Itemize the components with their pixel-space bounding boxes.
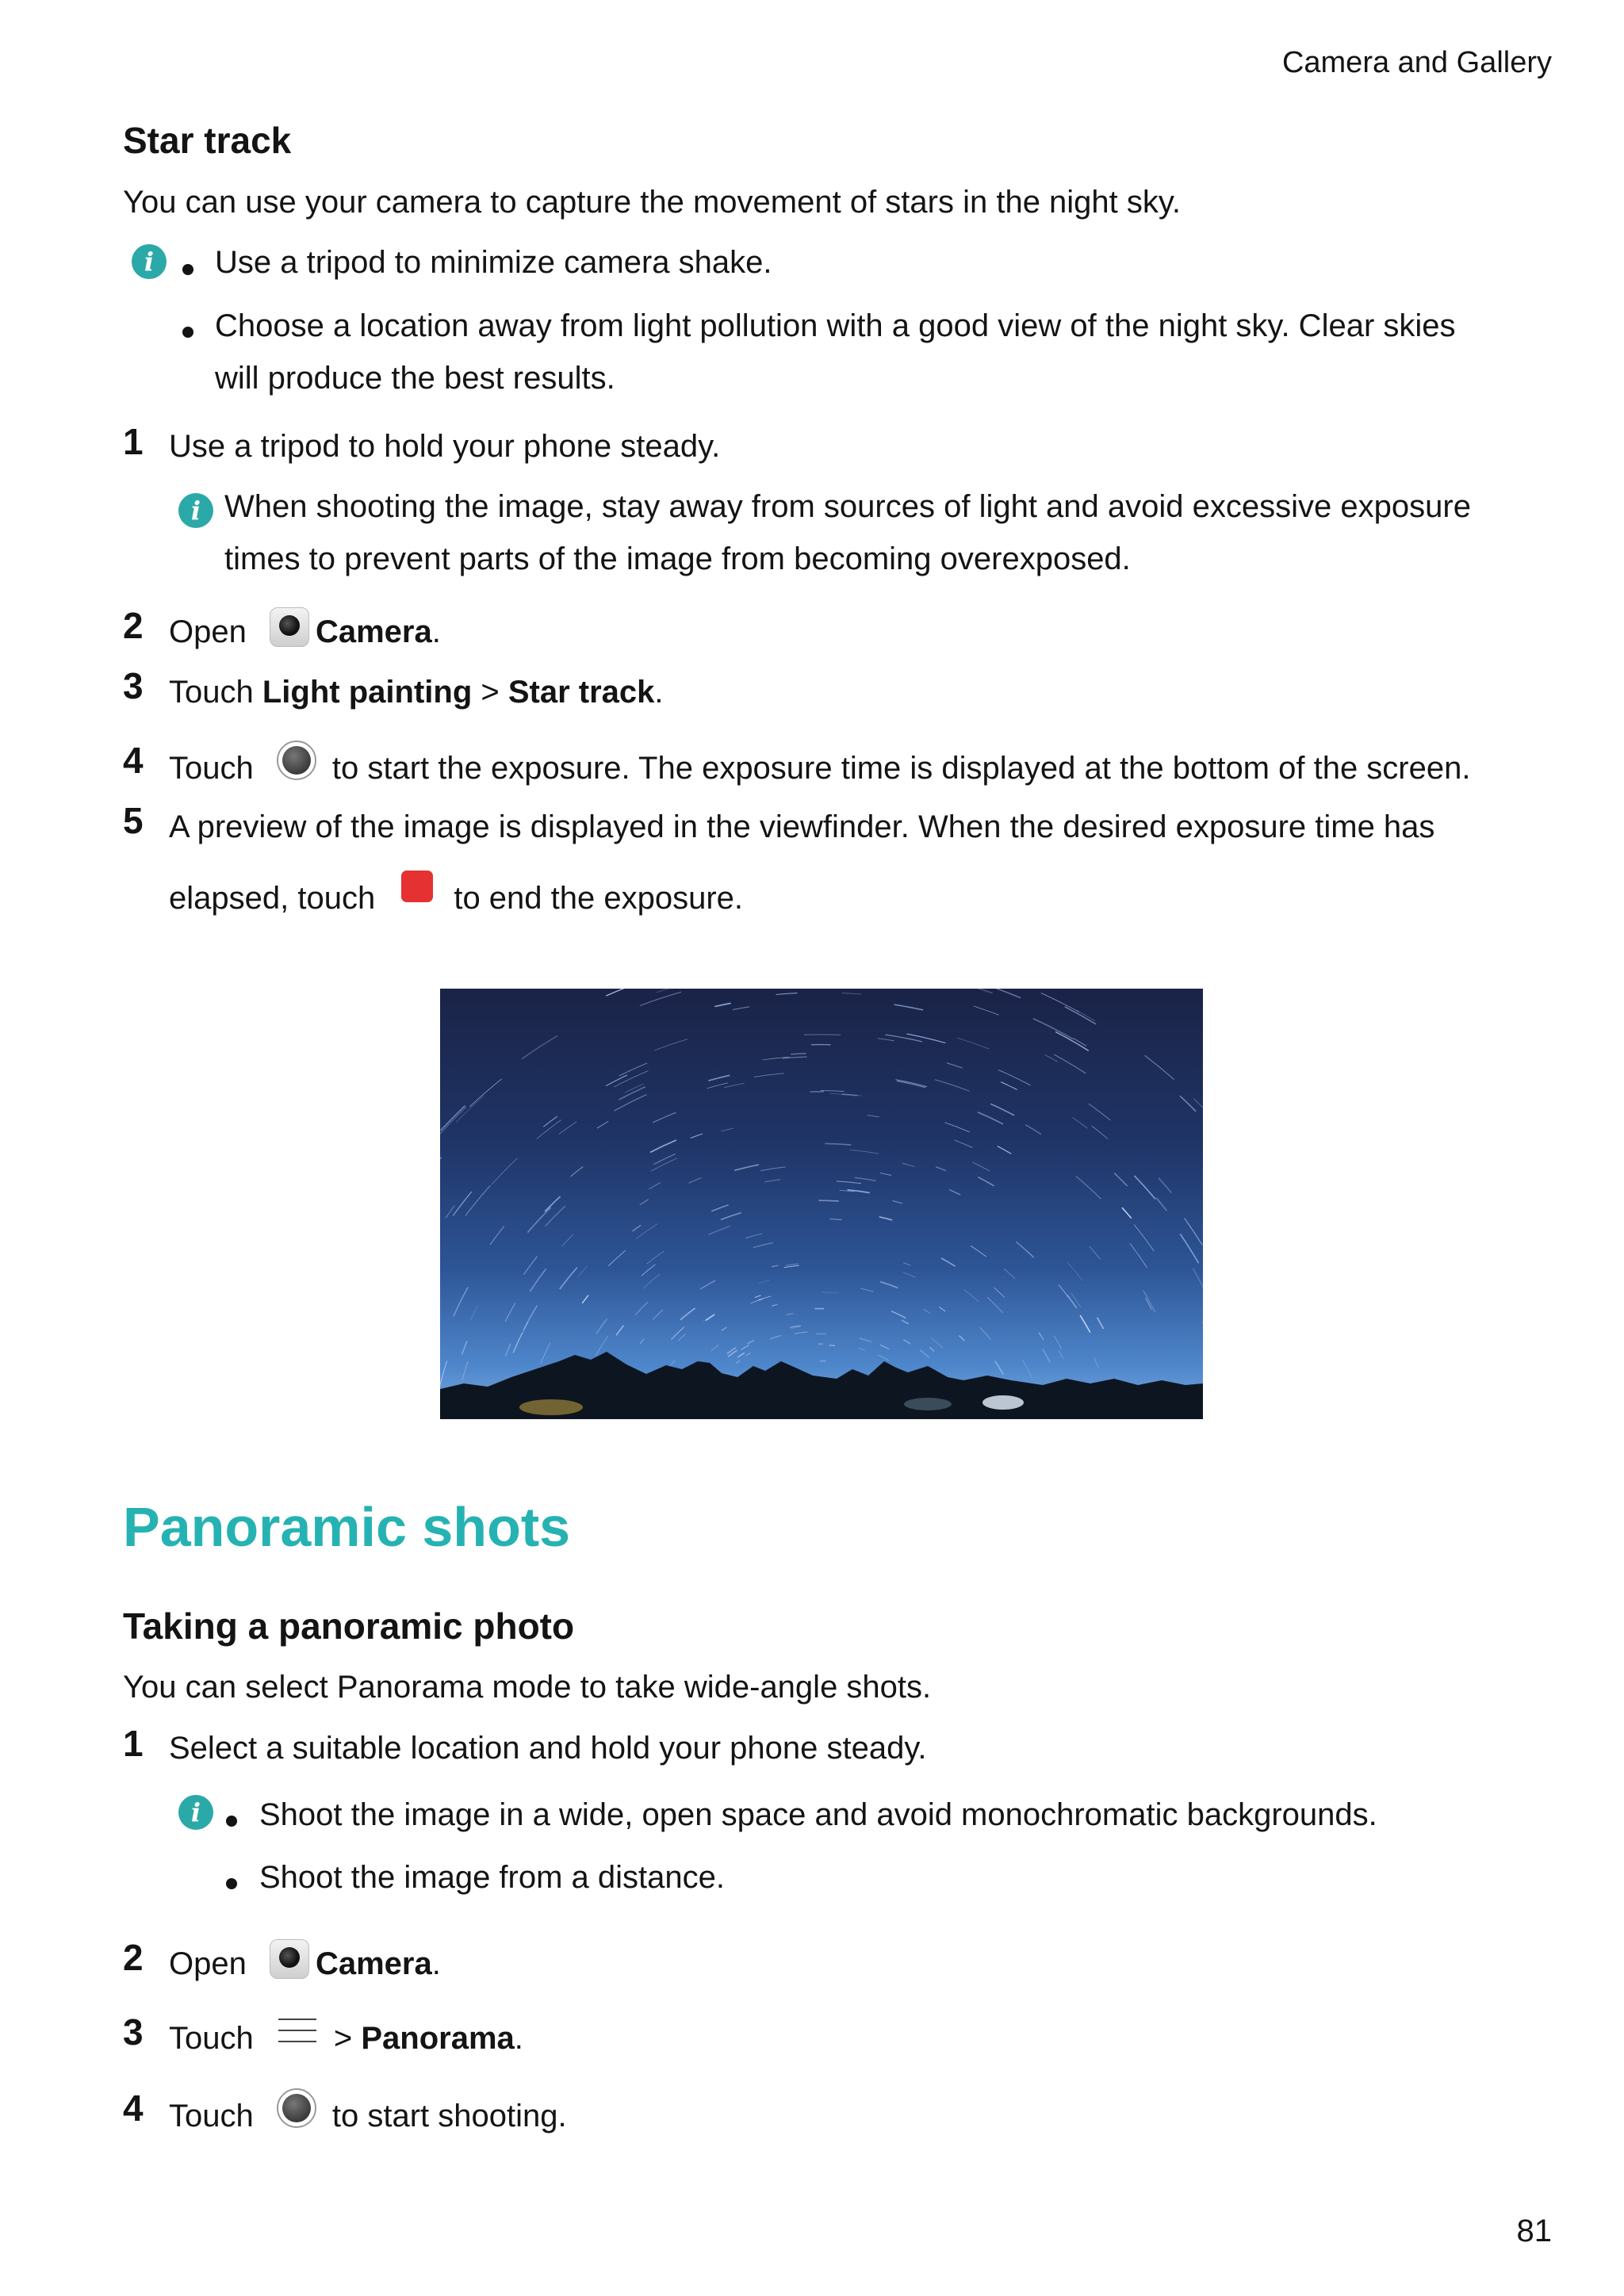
step-sep: > (333, 2021, 353, 2056)
treeline-silhouette (440, 989, 1203, 1419)
panoramic-intro: You can select Panorama mode to take wide-angle shots. (123, 1670, 932, 1705)
camera-label: Camera (315, 614, 432, 649)
step-text-line2 (169, 871, 743, 924)
step-text: Select a suitable location and hold your phone steady. (169, 1731, 927, 1766)
star-trail-photo (440, 989, 1203, 1419)
camera-app-icon (270, 607, 309, 647)
step-note-line2: times to prevent parts of the image from becoming overexposed. (224, 541, 1131, 576)
bullet-dot (182, 327, 193, 338)
shutter-icon (277, 2088, 316, 2128)
stop-icon (401, 871, 433, 902)
section-title-panoramic: Panoramic shots (123, 1496, 571, 1558)
step-post: to end the exposure. (454, 881, 744, 916)
step-pre: Open (169, 1946, 247, 1981)
step-pre: Touch (169, 675, 254, 710)
page-number: 81 (1516, 2214, 1552, 2248)
step-number: 2 (123, 1937, 144, 1978)
step-post: to start the exposure. The exposure time is displayed at the bottom of the screen. (331, 751, 1471, 786)
note-bullet-open-space: Shoot the image in a wide, open space and avoid monochromatic backgrounds. (259, 1797, 1377, 1832)
step-post: . (431, 614, 441, 649)
step-number: 1 (123, 421, 144, 462)
panorama-label: Panorama (361, 2021, 515, 2056)
step-text-line1: A preview of the image is displayed in the viewfinder. When the desired exposure time has (169, 809, 1435, 844)
step-number: 4 (123, 2087, 144, 2129)
step-pre: Touch (169, 2099, 254, 2133)
note-bullet-location-cont: will produce the best results. (215, 361, 615, 396)
step-number: 2 (123, 605, 144, 646)
step-number: 5 (123, 800, 144, 841)
bullet-dot (182, 264, 193, 275)
step-number: 3 (123, 2011, 144, 2053)
step-pre: Open (169, 614, 247, 649)
shutter-icon (277, 740, 316, 780)
step-note-line1: When shooting the image, stay away from sources of light and avoid excessive exposure (224, 489, 1471, 524)
note-bullet-location: Choose a location away from light pollution with a good view of the night sky. Clear skies (215, 308, 1456, 343)
step-pre: elapsed, touch (169, 881, 376, 916)
step-text (169, 606, 441, 658)
step-text (169, 2012, 523, 2064)
star-track-label: Star track (508, 675, 655, 710)
camera-app-icon (270, 1939, 309, 1979)
step-text (169, 740, 1470, 794)
step-post: . (514, 2021, 523, 2056)
step-sep: > (481, 675, 500, 710)
step-pre: Touch (169, 751, 254, 786)
note-bullet-tripod: Use a tripod to minimize camera shake. (215, 245, 772, 280)
step-number: 3 (123, 665, 144, 706)
step-number: 1 (123, 1723, 144, 1764)
info-icon: i (178, 493, 213, 528)
light-painting-label: Light painting (262, 675, 473, 710)
camera-label: Camera (315, 1946, 432, 1981)
step-post: . (654, 675, 664, 710)
step-text: Use a tripod to hold your phone steady. (169, 429, 721, 464)
step-post: to start shooting. (331, 2099, 567, 2133)
step-number: 4 (123, 740, 144, 781)
bullet-dot (226, 1878, 237, 1889)
step-text (169, 2088, 567, 2142)
step-text (169, 1938, 441, 1990)
step-text (169, 666, 664, 718)
step-post: . (431, 1946, 441, 1981)
info-icon: i (132, 244, 167, 279)
menu-icon (277, 2015, 318, 2049)
info-icon: i (178, 1795, 213, 1830)
note-bullet-distance: Shoot the image from a distance. (259, 1860, 725, 1895)
star-track-intro: You can use your camera to capture the movement of stars in the night sky. (123, 185, 1182, 220)
running-header: Camera and Gallery (1281, 46, 1552, 79)
section-title-star-track: Star track (123, 120, 292, 161)
bullet-dot (226, 1816, 237, 1827)
step-pre: Touch (169, 2021, 254, 2056)
subsection-title: Taking a panoramic photo (123, 1605, 575, 1647)
